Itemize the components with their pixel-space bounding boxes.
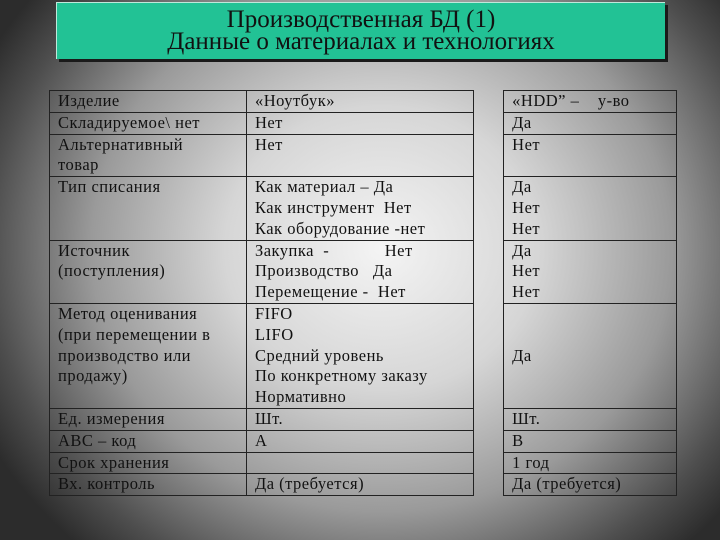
- cell-line: Как материал – Да: [254, 177, 394, 197]
- cell-line: По конкретному заказу: [254, 366, 428, 386]
- attribute-cell: [50, 474, 247, 496]
- table-row: [50, 452, 677, 474]
- cell-line: Вх. контроль: [58, 474, 155, 494]
- cell-line: товар: [58, 155, 99, 175]
- cell-line: Да: [512, 177, 532, 197]
- slide-subtitle: Данные о материалах и технологиях: [167, 28, 555, 55]
- cell-line: A: [254, 430, 268, 450]
- attribute-cell: [50, 240, 247, 303]
- cell-line: Нет: [512, 134, 541, 154]
- column-gap-cell: [474, 408, 504, 430]
- cell-line: Альтернативный: [58, 134, 184, 154]
- cell-line: Нет: [254, 134, 283, 154]
- cell-line: ABC – код: [58, 430, 137, 450]
- notebook-value-cell: [246, 474, 473, 496]
- column-gap-cell: [474, 134, 504, 177]
- table-row: [50, 474, 677, 496]
- cell-line: Метод оценивания: [58, 303, 198, 323]
- cell-line: Нет: [512, 218, 541, 238]
- attribute-cell: [50, 91, 247, 113]
- table-row: [50, 134, 677, 177]
- attribute-cell: [50, 134, 247, 177]
- cell-line: Складируемое\ нет: [58, 112, 200, 132]
- hdd-value-cell: [504, 452, 677, 474]
- table-row: [50, 303, 677, 408]
- cell-line: (поступления): [58, 261, 166, 281]
- cell-line: Нет: [512, 282, 541, 302]
- cell-line: Шт.: [512, 408, 541, 428]
- cell-line: «HDD” – у-во: [512, 91, 630, 110]
- column-gap-cell: [474, 474, 504, 496]
- notebook-value-cell: [246, 240, 473, 303]
- hdd-value-cell: [504, 134, 677, 177]
- notebook-value-cell: [246, 452, 473, 474]
- cell-line: Нет: [512, 261, 541, 281]
- cell-line: Как оборудование -нет: [254, 218, 426, 238]
- hdd-value-cell: [504, 303, 677, 408]
- cell-line: 1 год: [512, 452, 550, 472]
- cell-line: B: [512, 430, 524, 450]
- attribute-cell: [50, 408, 247, 430]
- slide-title: Производственная БД (1): [226, 6, 496, 33]
- hdd-value-cell: [504, 408, 677, 430]
- cell-line: Закупка - Нет: [254, 240, 413, 260]
- table-row: [50, 91, 677, 113]
- hdd-value-cell: [504, 474, 677, 496]
- notebook-value-cell: [246, 134, 473, 177]
- attribute-cell: [50, 177, 247, 240]
- cell-line: Производство Да: [254, 261, 393, 281]
- cell-line: LIFO: [254, 324, 294, 344]
- attribute-cell: [50, 112, 247, 134]
- table-row: [50, 177, 677, 240]
- notebook-value-cell: [246, 430, 473, 452]
- cell-line: Средний уровень: [254, 345, 384, 365]
- hdd-value-cell: [504, 240, 677, 303]
- table-row: [50, 240, 677, 303]
- cell-line: Изделие: [58, 91, 120, 110]
- cell-line: Нет: [254, 112, 283, 132]
- cell-line: Шт.: [254, 408, 284, 428]
- cell-line: [255, 453, 473, 474]
- cell-line: производство или: [58, 345, 192, 365]
- attribute-cell: [50, 452, 247, 474]
- cell-line: Ед. измерения: [58, 408, 165, 428]
- cell-line: продажу): [58, 366, 128, 386]
- hdd-value-cell: [504, 112, 677, 134]
- table-row: [50, 408, 677, 430]
- attribute-cell: [50, 303, 247, 408]
- cell-line: Нормативно: [254, 387, 347, 407]
- data-table: [49, 90, 677, 496]
- notebook-value-cell: [246, 177, 473, 240]
- table-body: [50, 91, 677, 496]
- cell-line: Источник: [58, 240, 131, 260]
- cell-line: Да: [512, 345, 532, 365]
- cell-line: «Ноутбук»: [254, 91, 335, 110]
- attribute-cell: [50, 430, 247, 452]
- cell-line: Перемещение - Нет: [254, 282, 406, 302]
- table-row: [50, 430, 677, 452]
- column-gap-cell: [474, 91, 504, 113]
- notebook-value-cell: [246, 112, 473, 134]
- cell-line: Тип списания: [58, 177, 161, 197]
- cell-line: FIFO: [254, 303, 293, 323]
- hdd-value-cell: [504, 177, 677, 240]
- column-gap-cell: [474, 430, 504, 452]
- cell-line: Срок хранения: [58, 452, 170, 472]
- column-gap-cell: [474, 303, 504, 408]
- notebook-value-cell: [246, 408, 473, 430]
- cell-line: Да (требуется): [512, 474, 622, 494]
- cell-line: Нет: [512, 197, 541, 217]
- notebook-value-cell: [246, 91, 473, 113]
- cell-line: Да: [512, 240, 532, 260]
- cell-line: Да: [512, 112, 532, 132]
- notebook-value-cell: [246, 303, 473, 408]
- table-row: [50, 112, 677, 134]
- cell-line: Да (требуется): [254, 474, 365, 494]
- cell-line: (при перемещении в: [58, 324, 211, 344]
- hdd-value-cell: [504, 91, 677, 113]
- title-box: [56, 2, 665, 59]
- cell-line: Как инструмент Нет: [254, 197, 412, 217]
- column-gap-cell: [474, 177, 504, 240]
- column-gap-cell: [474, 112, 504, 134]
- hdd-value-cell: [504, 430, 677, 452]
- column-gap-cell: [474, 240, 504, 303]
- column-gap-cell: [474, 452, 504, 474]
